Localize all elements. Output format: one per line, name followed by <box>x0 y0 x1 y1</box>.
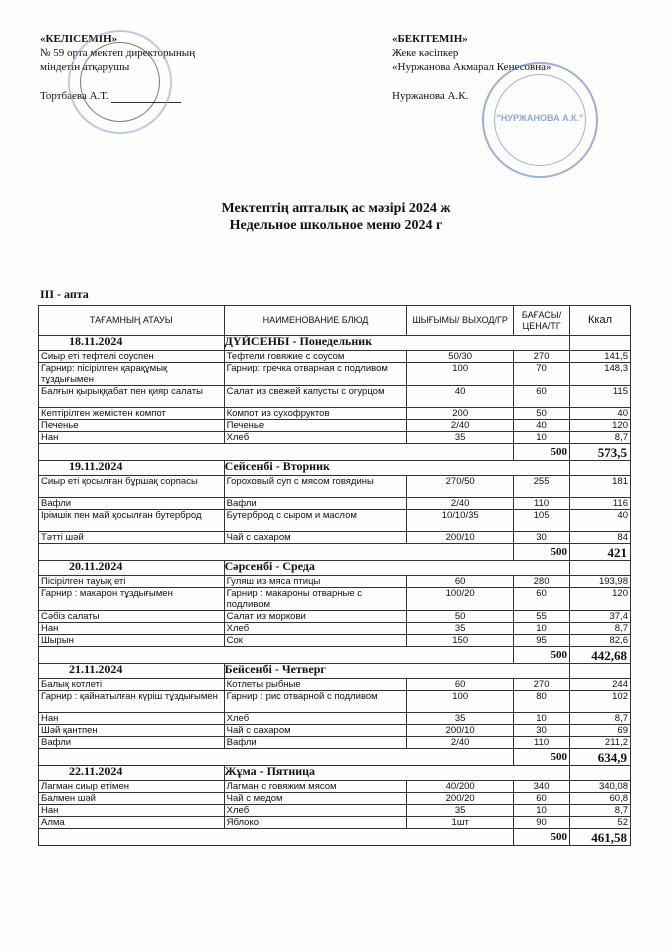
dish-kcal: 181 <box>570 476 631 498</box>
dish-name-kz: Пісірілген тауық етi <box>39 576 225 588</box>
dish-name-kz: Нан <box>39 623 225 635</box>
dish-output: 35 <box>407 713 514 725</box>
table-row <box>39 611 631 623</box>
title-kz: Мектептің апталық ас мәзірі 2024 ж <box>221 201 451 216</box>
table-row <box>39 817 631 829</box>
dish-output: 35 <box>407 805 514 817</box>
table-row <box>39 588 631 611</box>
table-row <box>39 576 631 588</box>
dish-name-kz: Шәй қантпен <box>39 725 225 737</box>
dish-name-ru: Вафли <box>224 737 407 749</box>
day-header-empty <box>570 336 631 351</box>
dish-output: 2/40 <box>407 737 514 749</box>
dish-price: 10 <box>514 805 570 817</box>
table-row <box>39 781 631 793</box>
column-header: Ккал <box>570 306 631 336</box>
dish-output: 200/20 <box>407 793 514 805</box>
dish-output: 200 <box>407 408 514 420</box>
dish-name-ru: Хлеб <box>224 432 407 444</box>
week-label: III - апта <box>40 287 89 301</box>
dish-name-kz: Сиыр еті қосылған бұршақ сорпасы <box>39 476 225 498</box>
table-row <box>39 386 631 408</box>
approval-right-signer: Нуржанова А.К. <box>392 90 469 102</box>
approval-left-line2: міндетін атқарушы <box>40 61 130 73</box>
day-name: Бейсенбі - Четверг <box>224 664 569 679</box>
dish-output: 35 <box>407 623 514 635</box>
total-spacer <box>39 444 514 461</box>
dish-kcal: 40 <box>570 408 631 420</box>
day-header-row <box>39 461 631 476</box>
day-header-empty <box>570 461 631 476</box>
dish-price: 95 <box>514 635 570 647</box>
column-header: НАИМЕНОВАНИЕ БЛЮД <box>224 306 407 336</box>
dish-output: 10/10/35 <box>407 510 514 532</box>
dish-kcal: 120 <box>570 588 631 611</box>
dish-name-ru: Компот из сухофруктов <box>224 408 407 420</box>
dish-output: 2/40 <box>407 498 514 510</box>
day-name: Сейсенбі - Вторник <box>224 461 569 476</box>
dish-kcal: 148,3 <box>570 363 631 386</box>
dish-kcal: 340,08 <box>570 781 631 793</box>
dish-kcal: 120 <box>570 420 631 432</box>
dish-price: 255 <box>514 476 570 498</box>
dish-name-kz: Лагман сиыр етімен <box>39 781 225 793</box>
dish-name-kz: Нан <box>39 805 225 817</box>
dish-kcal: 8,7 <box>570 623 631 635</box>
dish-kcal: 102 <box>570 691 631 713</box>
dish-kcal: 8,7 <box>570 713 631 725</box>
dish-name-kz: Балық котлеті <box>39 679 225 691</box>
table-row <box>39 510 631 532</box>
total-kcal: 442,68 <box>570 647 631 664</box>
dish-price: 105 <box>514 510 570 532</box>
table-row <box>39 691 631 713</box>
total-spacer <box>39 544 514 561</box>
day-header-row <box>39 664 631 679</box>
dish-kcal: 115 <box>570 386 631 408</box>
dish-kcal: 193,98 <box>570 576 631 588</box>
day-date: 18.11.2024 <box>39 336 225 351</box>
dish-name-kz: Тәтті шәй <box>39 532 225 544</box>
dish-name-ru: Сок <box>224 635 407 647</box>
table-row <box>39 432 631 444</box>
dish-kcal: 8,7 <box>570 432 631 444</box>
table-row <box>39 476 631 498</box>
dish-name-kz: Кептірілген жемістен компот <box>39 408 225 420</box>
total-price: 500 <box>514 749 570 766</box>
dish-output: 200/10 <box>407 725 514 737</box>
dish-kcal: 211,2 <box>570 737 631 749</box>
dish-name-ru: Яблоко <box>224 817 407 829</box>
total-kcal: 573,5 <box>570 444 631 461</box>
dish-name-ru: Лагман с говяжим мясом <box>224 781 407 793</box>
day-total-row <box>39 647 631 664</box>
dish-kcal: 37,4 <box>570 611 631 623</box>
page-title <box>0 200 672 234</box>
day-name: Сәрсенбі - Среда <box>224 561 569 576</box>
dish-price: 30 <box>514 532 570 544</box>
dish-name-ru: Чай с сахаром <box>224 725 407 737</box>
dish-output: 100/20 <box>407 588 514 611</box>
dish-kcal: 8,7 <box>570 805 631 817</box>
dish-output: 35 <box>407 432 514 444</box>
dish-name-ru: Хлеб <box>224 713 407 725</box>
dish-kcal: 82,6 <box>570 635 631 647</box>
table-row <box>39 363 631 386</box>
total-spacer <box>39 749 514 766</box>
dish-price: 110 <box>514 498 570 510</box>
table-row <box>39 737 631 749</box>
dish-kcal: 52 <box>570 817 631 829</box>
dish-name-kz: Вафли <box>39 498 225 510</box>
dish-name-ru: Гарнир: гречка отварная с подливом <box>224 363 407 386</box>
table-row <box>39 351 631 363</box>
total-kcal: 421 <box>570 544 631 561</box>
dish-price: 280 <box>514 576 570 588</box>
total-price: 500 <box>514 444 570 461</box>
dish-price: 270 <box>514 351 570 363</box>
dish-kcal: 60,8 <box>570 793 631 805</box>
dish-name-ru: Котлеты рыбные <box>224 679 407 691</box>
table-row <box>39 725 631 737</box>
dish-name-kz: Сәбіз салаты <box>39 611 225 623</box>
total-kcal: 634,9 <box>570 749 631 766</box>
approval-right-title: «БЕКІТЕМІН» <box>392 33 468 45</box>
day-header-row <box>39 336 631 351</box>
dish-name-kz: Нан <box>39 713 225 725</box>
dish-kcal: 141,5 <box>570 351 631 363</box>
dish-output: 2/40 <box>407 420 514 432</box>
day-name: Жұма - Пятница <box>224 766 569 781</box>
table-row <box>39 420 631 432</box>
total-spacer <box>39 829 514 846</box>
dish-output: 200/10 <box>407 532 514 544</box>
day-total-row <box>39 444 631 461</box>
dish-name-kz: Гарнир : макарон тұздығымен <box>39 588 225 611</box>
dish-name-ru: Бутерброд с сыром и маслом <box>224 510 407 532</box>
menu-body <box>39 336 631 846</box>
dish-price: 10 <box>514 623 570 635</box>
total-spacer <box>39 647 514 664</box>
approval-left-signer: Тортбаева А.Т. <box>40 90 109 102</box>
day-date: 20.11.2024 <box>39 561 225 576</box>
dish-name-ru: Гуляш из мяса птицы <box>224 576 407 588</box>
dish-output: 100 <box>407 691 514 713</box>
total-price: 500 <box>514 544 570 561</box>
day-total-row <box>39 544 631 561</box>
day-header-row <box>39 561 631 576</box>
dish-name-ru: Печенье <box>224 420 407 432</box>
dish-output: 270/50 <box>407 476 514 498</box>
dish-output: 1шт <box>407 817 514 829</box>
dish-price: 10 <box>514 713 570 725</box>
dish-output: 100 <box>407 363 514 386</box>
dish-name-kz: Гарнир : қайнатылған күріш тұздығымен <box>39 691 225 713</box>
dish-name-ru: Хлеб <box>224 623 407 635</box>
dish-name-kz: Нан <box>39 432 225 444</box>
dish-name-ru: Тефтели говяжие с соусом <box>224 351 407 363</box>
dish-price: 60 <box>514 386 570 408</box>
menu-table <box>38 305 631 846</box>
table-header-row <box>39 306 631 336</box>
dish-price: 60 <box>514 588 570 611</box>
total-kcal: 461,58 <box>570 829 631 846</box>
dish-price: 50 <box>514 408 570 420</box>
dish-name-ru: Чай с сахаром <box>224 532 407 544</box>
table-row <box>39 793 631 805</box>
total-price: 500 <box>514 647 570 664</box>
dish-name-kz: Вафли <box>39 737 225 749</box>
dish-name-kz: Шырын <box>39 635 225 647</box>
dish-output: 60 <box>407 576 514 588</box>
dish-output: 150 <box>407 635 514 647</box>
dish-name-ru: Гарнир : макароны отварные с подливом <box>224 588 407 611</box>
day-header-empty <box>570 561 631 576</box>
dish-price: 30 <box>514 725 570 737</box>
dish-output: 40 <box>407 386 514 408</box>
day-date: 22.11.2024 <box>39 766 225 781</box>
dish-name-ru: Гороховый суп с мясом говядины <box>224 476 407 498</box>
dish-price: 270 <box>514 679 570 691</box>
table-row <box>39 498 631 510</box>
dish-kcal: 84 <box>570 532 631 544</box>
day-total-row <box>39 829 631 846</box>
column-header: ШЫҒЫМЫ/ ВЫХОД/ГР <box>407 306 514 336</box>
dish-price: 80 <box>514 691 570 713</box>
day-total-row <box>39 749 631 766</box>
table-row <box>39 532 631 544</box>
dish-name-ru: Гарнир : рис отварной с подливом <box>224 691 407 713</box>
day-header-empty <box>570 766 631 781</box>
day-name: ДҮЙСЕНБІ - Понедельник <box>224 336 569 351</box>
title-ru: Недельное школьное меню 2024 г <box>229 218 443 233</box>
dish-price: 90 <box>514 817 570 829</box>
dish-name-kz: Балғын қырыққабат пен қияр салаты <box>39 386 225 408</box>
dish-kcal: 69 <box>570 725 631 737</box>
dish-name-ru: Салат из моркови <box>224 611 407 623</box>
dish-price: 110 <box>514 737 570 749</box>
dish-price: 55 <box>514 611 570 623</box>
approval-left-title: «КЕЛІСЕМІН» <box>40 33 118 45</box>
table-row <box>39 408 631 420</box>
dish-output: 50/30 <box>407 351 514 363</box>
approval-right-line1: Жеке кәсіпкер <box>392 47 459 59</box>
dish-name-kz: Гарнир: пісірілген қарақұмық тұздығымен <box>39 363 225 386</box>
table-row <box>39 623 631 635</box>
table-row <box>39 805 631 817</box>
dish-price: 340 <box>514 781 570 793</box>
column-header: ТАҒАМНЫҢ АТАУЫ <box>39 306 225 336</box>
dish-name-kz: Сиыр еті тефтелі соуспен <box>39 351 225 363</box>
day-header-row <box>39 766 631 781</box>
entrepreneur-seal-stamp <box>482 62 598 178</box>
total-price: 500 <box>514 829 570 846</box>
dish-price: 70 <box>514 363 570 386</box>
dish-price: 40 <box>514 420 570 432</box>
dish-price: 10 <box>514 432 570 444</box>
stamp-text: "НУРЖАНОВА А.К." <box>496 113 584 124</box>
dish-output: 60 <box>407 679 514 691</box>
dish-name-kz: Алма <box>39 817 225 829</box>
table-row <box>39 679 631 691</box>
day-date: 21.11.2024 <box>39 664 225 679</box>
approval-right-line2: «Нуржанова Акмарал Кенесовна» <box>392 61 552 73</box>
table-row <box>39 635 631 647</box>
dish-name-kz: Ірімшік пен май қосылған бутерброд <box>39 510 225 532</box>
dish-name-kz: Балмен шәй <box>39 793 225 805</box>
dish-price: 60 <box>514 793 570 805</box>
dish-name-kz: Печенье <box>39 420 225 432</box>
dish-name-ru: Хлеб <box>224 805 407 817</box>
approval-left-line1: № 59 орта мектеп директорының <box>40 47 196 59</box>
table-row <box>39 713 631 725</box>
dish-kcal: 244 <box>570 679 631 691</box>
dish-name-ru: Чай с медом <box>224 793 407 805</box>
day-date: 19.11.2024 <box>39 461 225 476</box>
dish-kcal: 40 <box>570 510 631 532</box>
dish-output: 50 <box>407 611 514 623</box>
dish-name-ru: Салат из свежей капусты с огурцом <box>224 386 407 408</box>
school-seal-stamp <box>68 30 172 134</box>
column-header: БАҒАСЫ/ ЦЕНА/ТГ <box>514 306 570 336</box>
dish-kcal: 116 <box>570 498 631 510</box>
dish-output: 40/200 <box>407 781 514 793</box>
day-header-empty <box>570 664 631 679</box>
dish-name-ru: Вафли <box>224 498 407 510</box>
